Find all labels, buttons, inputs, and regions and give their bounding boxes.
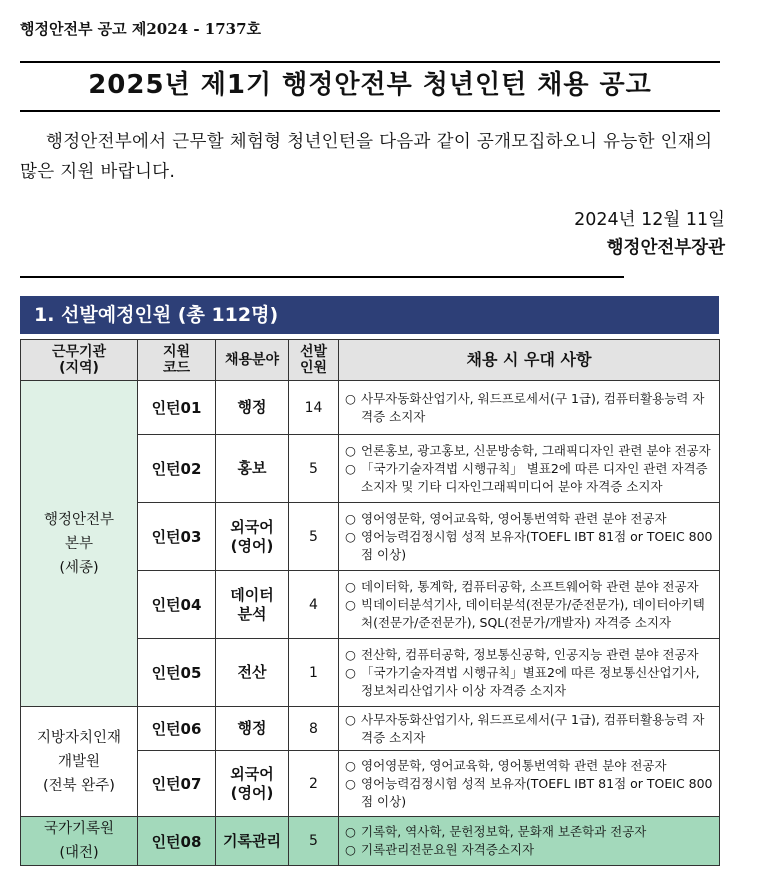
header-code-line2: 코드 bbox=[162, 360, 191, 376]
org-line: (세종) bbox=[59, 559, 99, 576]
circle-bullet-icon: ○ bbox=[345, 711, 356, 727]
pref-text: 영어영문학, 영어교육학, 영어통번역학 관련 분야 전공자 bbox=[361, 757, 667, 773]
pref-item bbox=[345, 664, 715, 700]
title-rule-top bbox=[20, 61, 720, 63]
header-field-line1: 채용분야 bbox=[224, 352, 280, 368]
header-pref bbox=[339, 340, 720, 381]
pref-text: 사무자동화산업기사, 워드프로세서(구 1급), 컴퓨터활용능력 자격증 소지자 bbox=[361, 390, 705, 424]
field-cell bbox=[216, 707, 289, 751]
notice-date: 2024년 12월 11일 bbox=[574, 210, 725, 230]
pref-cell bbox=[339, 503, 720, 571]
code-cell: 인턴02 bbox=[138, 435, 216, 503]
header-count bbox=[289, 340, 339, 381]
field-line: 외국어 bbox=[230, 764, 274, 783]
count-cell: 1 bbox=[289, 639, 339, 707]
code-cell: 인턴05 bbox=[138, 639, 216, 707]
code-cell: 인턴06 bbox=[138, 707, 216, 751]
pref-cell bbox=[339, 435, 720, 503]
field-line: 기록관리 bbox=[223, 831, 281, 850]
table-row bbox=[21, 817, 720, 866]
pref-item bbox=[345, 442, 715, 460]
org-cell-hq bbox=[21, 381, 138, 707]
intro-paragraph: 행정안전부에서 근무할 체험형 청년인턴을 다음과 같이 공개모집하오니 유능한 인재의 많은 지원 바랍니다. bbox=[20, 132, 713, 182]
field-cell bbox=[216, 639, 289, 707]
count-cell: 2 bbox=[289, 751, 339, 817]
org-line: 개발원 bbox=[57, 753, 101, 770]
org-line: (대전) bbox=[59, 845, 99, 861]
pref-text: 언론홍보, 광고홍보, 신문방송학, 그래픽디자인 관련 분야 전공자 bbox=[361, 442, 711, 458]
circle-bullet-icon: ○ bbox=[345, 528, 356, 544]
circle-bullet-icon: ○ bbox=[345, 578, 356, 594]
count-cell: 8 bbox=[289, 707, 339, 751]
circle-bullet-icon: ○ bbox=[345, 842, 356, 857]
pref-cell bbox=[339, 751, 720, 817]
org-line: 국가기록원 bbox=[43, 821, 115, 837]
pref-item bbox=[345, 775, 715, 811]
pref-cell bbox=[339, 639, 720, 707]
org-line: 행정안전부 bbox=[43, 511, 115, 528]
count-cell: 5 bbox=[289, 817, 339, 866]
field-line: (영어) bbox=[230, 783, 274, 802]
field-line: (영어) bbox=[230, 536, 274, 555]
pref-item bbox=[345, 596, 715, 632]
pref-cell bbox=[339, 817, 720, 866]
pref-text: 기록학, 역사학, 문헌정보학, 문화재 보존학과 전공자 bbox=[361, 824, 647, 839]
section-header: 1. 선발예정인원 (총 112명) bbox=[20, 296, 719, 334]
signer: 행정안전부장관 bbox=[606, 238, 725, 258]
header-count-line2: 인원 bbox=[299, 360, 328, 376]
pref-text: 영어영문학, 영어교육학, 영어통번역학 관련 분야 전공자 bbox=[361, 510, 667, 526]
field-cell bbox=[216, 571, 289, 639]
field-cell bbox=[216, 381, 289, 435]
pref-text: 데이터학, 통계학, 컴퓨터공학, 소프트웨어학 관련 분야 전공자 bbox=[361, 578, 699, 594]
circle-bullet-icon: ○ bbox=[345, 460, 356, 476]
code-cell: 인턴07 bbox=[138, 751, 216, 817]
code-cell: 인턴04 bbox=[138, 571, 216, 639]
pref-text: 영어능력검정시험 성적 보유자(TOEFL IBT 81점 or TOEIC 800점 이상) bbox=[361, 528, 713, 562]
notice-number: 행정안전부 공고 제2024 - 1737호 bbox=[20, 20, 262, 38]
pref-text: 「국가기술자격법 시행규칙」별표2에 따른 정보통신산업기사, 정보처리산업기사 이상 자격증 소지자 bbox=[361, 664, 700, 698]
circle-bullet-icon: ○ bbox=[345, 664, 356, 680]
header-org-line1: 근무기관 bbox=[51, 344, 107, 360]
header-pref-line1: 채용 시 우대 사항 bbox=[466, 350, 592, 369]
field-cell bbox=[216, 817, 289, 866]
recruitment-table bbox=[20, 339, 720, 866]
pref-item bbox=[345, 510, 715, 528]
field-cell bbox=[216, 503, 289, 571]
org-cell-local bbox=[21, 707, 138, 817]
field-cell bbox=[216, 751, 289, 817]
pref-item bbox=[345, 460, 715, 496]
header-count-line1: 선발 bbox=[299, 344, 328, 360]
header-code bbox=[138, 340, 216, 381]
page-title: 2025년 제1기 행정안전부 청년인턴 채용 공고 bbox=[88, 70, 652, 100]
pref-text: 영어능력검정시험 성적 보유자(TOEFL IBT 81점 or TOEIC 800점 이상) bbox=[361, 775, 713, 809]
pref-item bbox=[345, 841, 715, 859]
field-line: 홍보 bbox=[237, 459, 267, 477]
circle-bullet-icon: ○ bbox=[345, 646, 356, 662]
pref-item bbox=[345, 528, 715, 564]
table-row bbox=[21, 707, 720, 751]
count-cell: 14 bbox=[289, 381, 339, 435]
pref-item bbox=[345, 578, 715, 596]
pref-cell bbox=[339, 381, 720, 435]
title-rule-bottom bbox=[20, 110, 720, 112]
pref-text: 「국가기술자격법 시행규칙」 별표2에 따른 디자인 관련 자격증 소지자 및 기타 디자인그래픽미디어 분야 자격증 소지자 bbox=[361, 460, 708, 494]
field-cell bbox=[216, 435, 289, 503]
org-cell-archive bbox=[21, 817, 138, 866]
pref-cell bbox=[339, 707, 720, 751]
header-org-line2: (지역) bbox=[59, 360, 99, 376]
field-line: 행정 bbox=[237, 719, 267, 737]
code-cell: 인턴08 bbox=[138, 817, 216, 866]
table-header-row bbox=[21, 340, 720, 381]
section-divider bbox=[20, 276, 624, 278]
circle-bullet-icon: ○ bbox=[345, 390, 356, 406]
circle-bullet-icon: ○ bbox=[345, 757, 356, 773]
circle-bullet-icon: ○ bbox=[345, 824, 356, 839]
field-line: 분석 bbox=[237, 604, 267, 623]
field-line: 행정 bbox=[237, 398, 267, 416]
org-line: 지방자치인재 bbox=[36, 729, 122, 746]
count-cell: 5 bbox=[289, 503, 339, 571]
header-code-line1: 지원 bbox=[162, 344, 191, 360]
org-line: (전북 완주) bbox=[43, 777, 115, 794]
field-line: 외국어 bbox=[230, 517, 274, 536]
pref-item bbox=[345, 646, 715, 664]
count-cell: 5 bbox=[289, 435, 339, 503]
circle-bullet-icon: ○ bbox=[345, 775, 356, 791]
pref-text: 기록관리전문요원 자격증소지자 bbox=[361, 842, 535, 857]
field-line: 전산 bbox=[237, 663, 267, 681]
circle-bullet-icon: ○ bbox=[345, 442, 356, 458]
circle-bullet-icon: ○ bbox=[345, 596, 356, 612]
code-cell: 인턴03 bbox=[138, 503, 216, 571]
code-cell: 인턴01 bbox=[138, 381, 216, 435]
pref-text: 빅데이터분석기사, 데이터분석(전문가/준전문가), 데이터아키텍처(전문가/준전문가), SQL(전문가/개발자) 자격증 소지자 bbox=[361, 596, 705, 630]
header-org bbox=[21, 340, 138, 381]
org-line: 본부 bbox=[64, 535, 93, 552]
header-field bbox=[216, 340, 289, 381]
pref-item bbox=[345, 823, 715, 841]
pref-cell bbox=[339, 571, 720, 639]
pref-text: 전산학, 컴퓨터공학, 정보통신공학, 인공지능 관련 분야 전공자 bbox=[361, 646, 699, 662]
circle-bullet-icon: ○ bbox=[345, 510, 356, 526]
pref-item bbox=[345, 390, 715, 426]
pref-text: 사무자동화산업기사, 워드프로세서(구 1급), 컴퓨터활용능력 자격증 소지자 bbox=[361, 711, 705, 745]
count-cell: 4 bbox=[289, 571, 339, 639]
field-line: 데이터 bbox=[230, 585, 274, 604]
pref-item bbox=[345, 757, 715, 775]
pref-item bbox=[345, 711, 715, 747]
table-row bbox=[21, 381, 720, 435]
